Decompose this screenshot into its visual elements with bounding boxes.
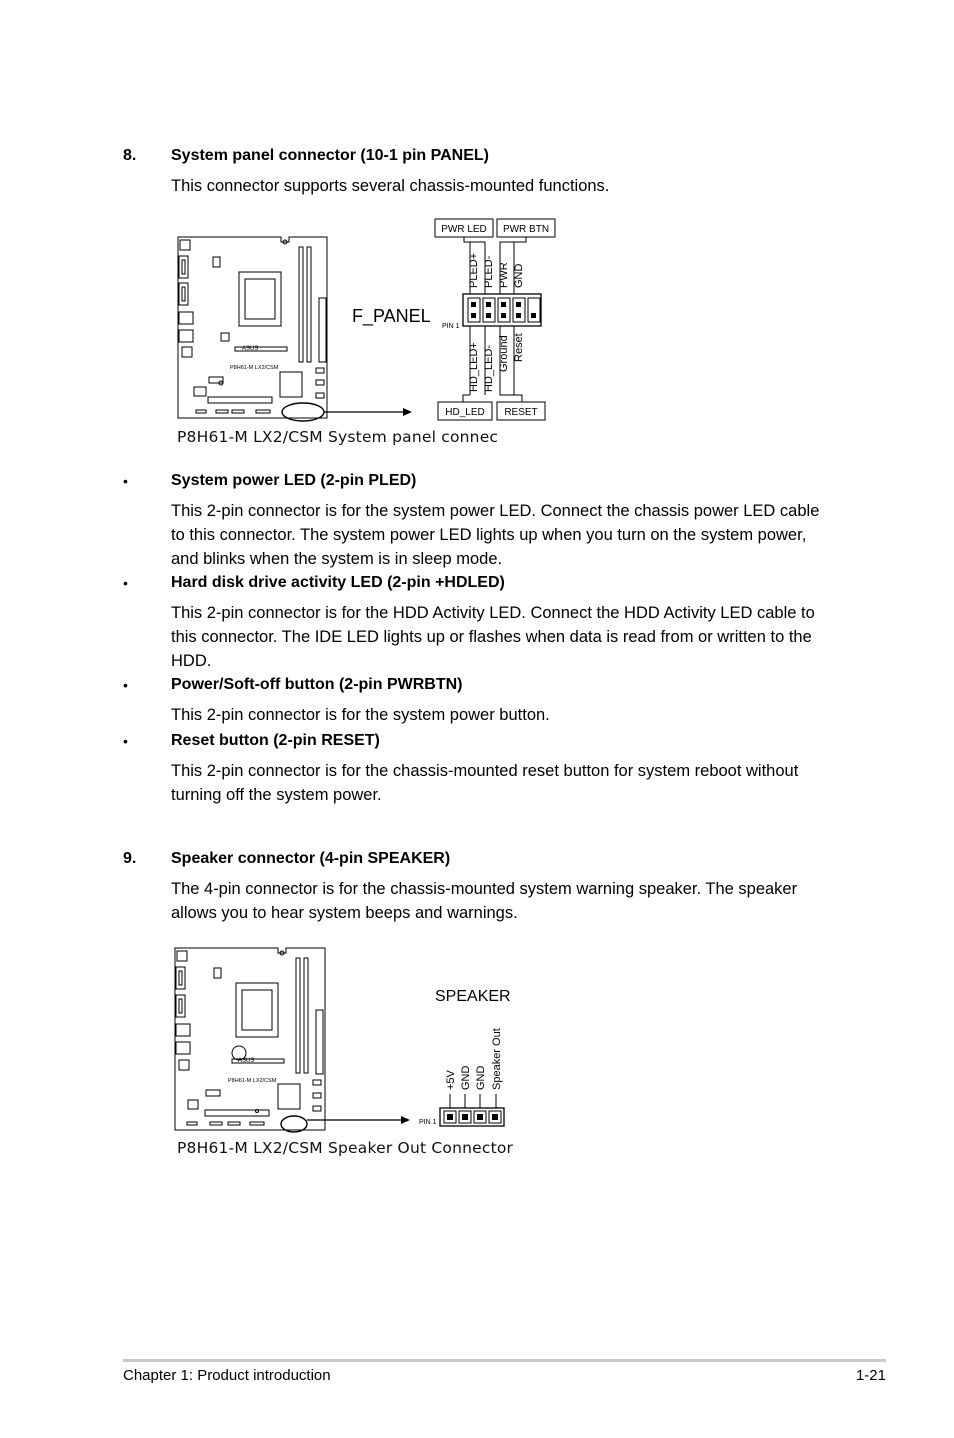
pin-hd-led-minus: HD_LED-: [483, 344, 495, 392]
bullet-pwrbtn-title: Power/Soft-off button (2-pin PWRBTN): [171, 676, 463, 693]
bullet-pled-text: This 2-pin connector is for the system power LED. Connect the chassis power LED cable to this connector. The system power LED lights up when you turn on the system power, and blinks when the system is in sleep mode.: [171, 502, 820, 568]
speaker-diagram: [170, 940, 570, 1140]
bullet-reset-title: Reset button (2-pin RESET): [171, 732, 380, 749]
bullet-marker: •: [123, 575, 128, 591]
system-panel-diagram: [170, 210, 570, 450]
pin-pwr: PWR: [498, 262, 510, 288]
pin-gnd: GND: [513, 263, 525, 288]
section-9-text: The 4-pin connector is for the chassis-mounted system warning speaker. The speaker allows you to hear system beeps and warnings.: [171, 880, 798, 922]
panel-board-label: P8H61-M LX2/CSM: [230, 365, 279, 371]
reset-box: RESET: [504, 407, 538, 418]
bullet-marker: •: [123, 677, 128, 693]
pwr-btn-box: PWR BTN: [502, 224, 550, 235]
section-9-number: 9.: [123, 850, 137, 867]
bullet-pwrbtn-text: This 2-pin connector is for the system power button.: [171, 706, 550, 724]
section-9-heading: Speaker connector (4-pin SPEAKER): [171, 850, 451, 867]
speaker-pin-gnd-1: GND: [460, 1065, 472, 1090]
svg-text:ASUS: ASUS: [242, 346, 259, 352]
bullet-pled-title: System power LED (2-pin PLED): [171, 472, 417, 489]
section-8-intro: This connector supports several chassis-mounted functions.: [171, 177, 610, 195]
speaker-pin1-label: PIN 1: [419, 1119, 437, 1126]
section-8-number: 8.: [123, 147, 137, 164]
speaker-pin-gnd-2: GND: [475, 1065, 487, 1090]
footer-page-number: 1-21: [855, 1367, 886, 1384]
footer-divider: [123, 1359, 886, 1362]
panel-pin1-label: PIN 1: [442, 323, 460, 330]
speaker-pin-out: Speaker Out: [491, 1028, 503, 1090]
bullet-reset-text: This 2-pin connector is for the chassis-mounted reset button for system reboot without turning off the system power.: [171, 762, 799, 804]
hd-led-box: HD_LED: [445, 407, 485, 418]
speaker-connector-label: SPEAKER: [435, 988, 511, 1005]
panel-diagram-caption: P8H61-M LX2/CSM System panel connec: [177, 428, 499, 446]
bullet-hdled-text: This 2-pin connector is for the HDD Activity LED. Connect the HDD Activity LED cable to this connector. The IDE LED lights up or flashes when data is read from or written to the HDD.: [171, 604, 815, 670]
bullet-marker: •: [123, 733, 128, 749]
footer-chapter: Chapter 1: Product introduction: [123, 1367, 331, 1384]
pin-reset: Reset: [513, 333, 525, 362]
motherboard-illustration-speaker: [175, 948, 325, 1132]
svg-text:ASUS: ASUS: [238, 1058, 255, 1064]
motherboard-illustration-panel: [178, 237, 327, 421]
speaker-diagram-caption: P8H61-M LX2/CSM Speaker Out Connector: [177, 1139, 514, 1157]
pwr-led-box: PWR LED: [441, 224, 487, 235]
pin-pled-minus: PLED-: [483, 255, 495, 288]
pin-hd-led-plus: HD_LED+: [468, 342, 480, 392]
section-8-heading: System panel connector (10-1 pin PANEL): [171, 147, 489, 164]
bullet-marker: •: [123, 473, 128, 489]
pin-ground: Ground: [498, 335, 510, 372]
pin-pled-plus: PLED+: [468, 252, 480, 288]
speaker-pin-5v: +5V: [445, 1070, 457, 1090]
speaker-board-label: P8H61-M LX2/CSM: [228, 1078, 277, 1084]
bullet-hdled-title: Hard disk drive activity LED (2-pin +HDLED): [171, 574, 505, 591]
f-panel-label: F_PANEL: [352, 306, 431, 326]
